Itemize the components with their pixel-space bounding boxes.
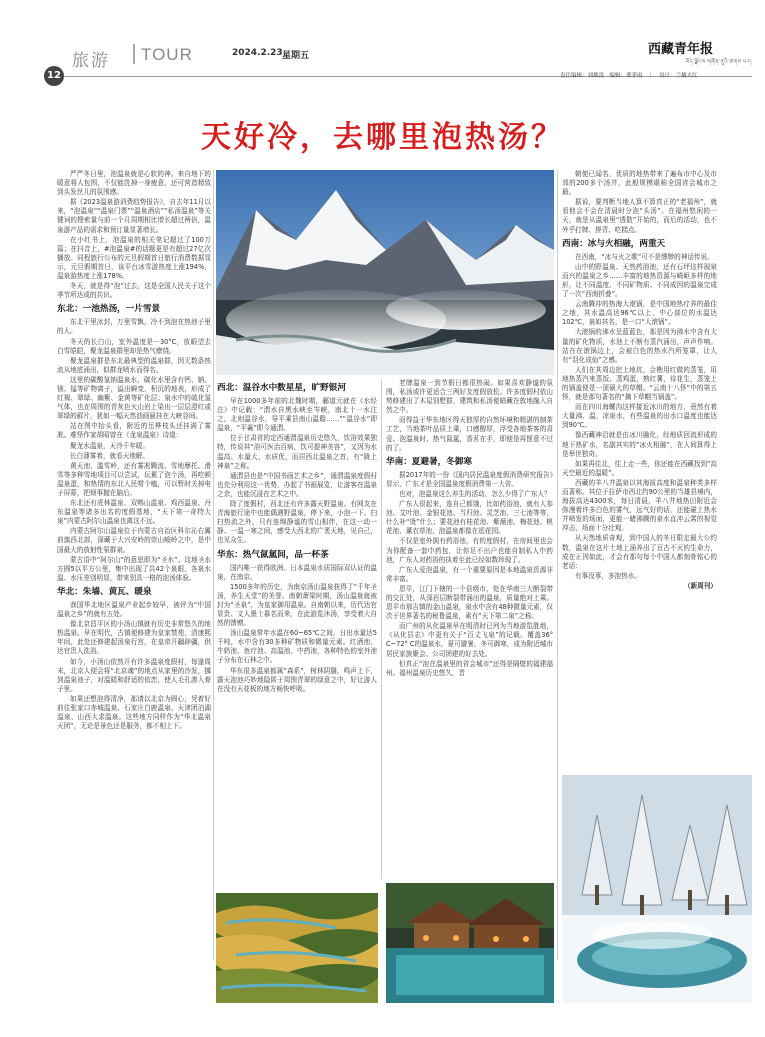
column-3 bbox=[386, 379, 553, 679]
paragraph: 有事没事，多泡热水。 bbox=[575, 571, 641, 580]
paragraph: 东北干里冰封，万里雪飘，冷不到泡在热池子里的人。 bbox=[57, 318, 211, 336]
paragraph: 不仅是室外拥有药浴池，有的度假村，在房间里也会为你配备一套中药包，让你足不出户也能自制私人中药池，广东人对药浴的执着至此已经如数珍现了。 bbox=[386, 537, 553, 564]
poem-line: 长白薄雾着，就看天地解。 bbox=[70, 451, 150, 460]
subheading-northeast: 东北：一池热汤，一片雪景 bbox=[57, 304, 161, 315]
paragraph: 如今，小汤山依然开有许多温泉度假村，每逢周末，北京人便会将“北京魂”的地点从家里的沙发，挪到温泉池子，对温暖和舒适的依恋，使人毛孔渗入骨子里。 bbox=[57, 657, 211, 693]
column-divider bbox=[381, 379, 382, 879]
paragraph: 广东人很起来，连自己都饿，比如药浴池，就有人参池、艾叶池、金银花池、当归池、灵芝池、三七池等等，什么补“烫”什么；要花池有桂花池、紫薇池、梅花池、桃花池、薰衣草池，泡温泉都像在逛花园。 bbox=[386, 500, 553, 536]
header-separator bbox=[133, 44, 135, 64]
paragraph: 从天然地质奇观，到中国人的冬日限定最大公约数，温泉在这片土地上涌养出了亘古不灭的生命力，成在正因如此，才会有那句每个中国人都刻骨铭心的老话： bbox=[562, 534, 717, 570]
paragraph: 国内唯一获得欧洲、日本温泉水质国际双认证的温泉，在南京。 bbox=[217, 563, 377, 581]
paragraph: 东北还有虎林温泉、双鸭山温泉、鸡西温泉、丹东温泉等诸多出名的度假基地，“天下第一奇特大泉”内蒙古阿尔山温泉也离这不远。 bbox=[57, 499, 211, 526]
paragraph: 冬天的长白山，室外温度是－30°C，放眼望去白雪皑皑，聚龙温泉群里却是热气缭绕。 bbox=[57, 337, 211, 355]
snow-mountain-hot-spring-photo bbox=[216, 170, 554, 375]
source-signature: （新周刊） bbox=[684, 581, 717, 590]
paragraph: 内蒙古阿尔山温泉位于内蒙古自治区科尔沁右翼前旗西北部，深藏于大兴安岭的崇山峻岭之中，是中国最大的放射性氡群泉。 bbox=[57, 527, 211, 554]
paragraph: 西藏的羊八井温泉以其海拔高度和温泉种类多样而著称。其位于拉萨市西北约90公里的当雄县境内，海拔高达4300米，每日清晨，羊八井地热田附近会弥漫着许多白色的雾气，远气好的话，还能碰上热水井喷发的场面，更能一睹沸腾的泉水直冲云霄的视觉冲击，场面十分壮观。 bbox=[562, 478, 717, 533]
column-4 bbox=[562, 170, 717, 592]
paragraph: 据说，要判断当地人算不算真正的“老福州”，就看他会不会在清晨时分泡“头汤”。在福州悠闲的一天，就是从温泉里“透散”开始的，而后的活动，也不外乎打牌、搓背、吃糕点。 bbox=[562, 198, 717, 234]
paragraph: 而在四川海螺沟这样接近冰川的地方，竟然有着大量沸、温、凉泉水，有些温泉的出水口温度也能达到90℃。 bbox=[562, 403, 717, 430]
newspaper-logo: 西藏青年报 bbox=[648, 42, 714, 57]
newspaper-logo-tibetan: བོད་ལྗོངས་གཞོན་ནུའི་ཚགས་པར། bbox=[685, 59, 752, 65]
terraced-springs-photo bbox=[216, 893, 378, 1003]
paragraph: 人们在其周边挖上地坑，会勘用红做的蒸笼，用地热蒸汽来蒸饭、蒸鸡蛋，熟红薯，待花生，蒸笼上的锅盖便是一顶硕大的草帽。“云南十八怪”中的第五怪，就是那句著名的“摘下草帽当锅盖”。 bbox=[562, 365, 717, 402]
section-name: 旅游 bbox=[72, 51, 110, 71]
paragraph: 而得益于华东地区得天独厚的自然环境和精湛的制茶工艺，当地茶叶品质上乘，口感醇厚，浮受各地茶客的喜爱。泡温泉时，热气氤氲，香茗在手，即便是再惬意不过的了。 bbox=[386, 416, 553, 452]
paragraph: 像西藏神沿就是由冰川融化，经地质回流形成的地下热矿水，名副其实的“冰火相融”，在人间算得上是举世独奇。 bbox=[562, 431, 717, 458]
paragraph: 在西南，“冰与火之歌”可不是缥缈的神话传说。 bbox=[575, 252, 714, 261]
column-1 bbox=[57, 170, 211, 732]
paragraph: 但真正“泡在温泉里的省会城市”还得是隔壁的福建福州。福州温泉历史悠久，晋 bbox=[386, 659, 553, 677]
headline: 天好冷，去哪里泡热汤？ bbox=[201, 120, 564, 155]
paragraph: 恩平，江门下辖的一个县级市，处在华南三大断裂带的交汇处，从深岩层断裂带涌出的温泉，质量绝对上乘。恩平市那吉镇的金山温泉，泉水中含有48种微量元素，仅次于世界著名的秘鲁温泉，素有“天下第二泉”之称。 bbox=[386, 584, 553, 621]
page-number: 12 bbox=[44, 66, 64, 86]
paragraph: 老牌温泉一到节假日都很热闹。如果喜欢静谧的氛围，私汤或许更适合三两好友度假放松。许多度假村依山势修建出了木屋别墅群，建筑和私汤便暗藏在敦地融入自然之中。 bbox=[386, 379, 553, 415]
subheading-north: 华北：朱墙、黄瓦、暖泉 bbox=[57, 586, 152, 597]
snowy-forest-spring-photo bbox=[562, 775, 752, 1003]
column-2 bbox=[217, 379, 377, 695]
paragraph: 山中的野温泉、天然药浴池，还有石坪这样现泉而兴的温泉之乡……丰富的地热资源与崎岖多样的地形，让不同温度、不同矿物质、不同成因的温泉完成了一次“西南折叠”。 bbox=[562, 262, 717, 299]
subheading-northwest: 西北：温谷水中数星星，旷野银河 bbox=[217, 383, 346, 393]
paragraph: 除了度假村，西北还有许多露天野温泉。有网友在青海旅行途中也能偶遇野温泉，停下来，小泡一下。扫扫热流之外，只有连绵静谧的雪山相伴，在这一动一静、一温一寒之间，感受大西北的广袤天地，见自己，也见众生。 bbox=[217, 500, 377, 545]
paragraph: 我国华北地区温泉产业起步较早，被评为“中国温泉之乡”的就有五处。 bbox=[57, 600, 211, 619]
paragraph: 也对，泡温泉这么养生的活动，怎么少得了广东人？ bbox=[399, 489, 551, 498]
paragraph: 朝便已闻名，优质的地热带来了遍布市中心及市郊的200多个汤井，此般规模堪称全国省会城市之最。 bbox=[562, 170, 717, 197]
subheading-south: 华南：夏避暑，冬御寒 bbox=[386, 456, 472, 467]
issue-date: 2024.2.23 bbox=[232, 48, 283, 58]
paragraph: 这里的碳酸氢钠温泉水，碳化水里含有钙、钠、镁、锰等矿物离子，溢出瞬变，积沉的地表，形成了红褐、翠绿、幽紫、金黄等矿化层；泉水中的硫化氢气体，也在周围的青灰色火山岩上染出一层层澄红或翠绿的藓片，犹如一幅天然油画悬挂在大峡谷间。 bbox=[57, 375, 211, 421]
poem-line: 聚龙水温泉，天冷千年暖。 bbox=[70, 441, 150, 450]
paragraph: 蒙古语中“阿尔山”的意思即为“圣水”。这地圣水方圆5以平方公里，集中出现了共42个泉眼，各泉水温、水压差别明显，带来别具一格的泡汤体验。 bbox=[57, 555, 211, 582]
paragraph: 大滚锅的沸水呈蓝蓝色，那是因为沸水中含有大量的矿化物质，水池上不断有蒸汽涌出，声声作响。站在在滚锅边上，会被白色的热水汽所笼罩，让人有“羽化成仙”之感。 bbox=[562, 328, 717, 364]
paragraph: 据2017年的一份《国内居民温泉度假消费研究报告》显示，广东才是全国温泉度假消费第一大省。 bbox=[386, 470, 553, 488]
paragraph: 如果还想泡得清净，那请以北京为圆心，凭着好前往张家口赤城温泉、石家庄白鹿温泉、天津团泊湖温泉、山西大求温泉。这些地方同样作为“华北温泉天团”，无论是景色还是服务，都不相上下。 bbox=[57, 694, 211, 731]
section-name-en: TOUR bbox=[141, 45, 193, 64]
resort-pool-photo bbox=[386, 883, 554, 1003]
paragraph: 而广州的从化温泉早在明清时已列为当地游览胜地，《从化县志》中更有关于“百丈飞泉”的记载。覆盖36° C~72° C的温泉水，夏可避暑，冬可御寒，成为附近城市居民家族聚会、公司团建的好去处。 bbox=[386, 622, 553, 658]
paragraph: 冬天，就是得“泡”过去，这是全国人民关于这个季节所达成的共识。 bbox=[57, 282, 211, 300]
paragraph: 1500多年的历史，为南京汤山温泉获得了“千年圣汤，养生天堂”的美誉。南朝萧梁时期，汤山温泉就被封为“圣泉”，为皇家御用温泉。自南朝以来，历代达官显贵、文人墨士慕名而来，在此游览沐汤，享受着大自然的馈赠。 bbox=[217, 582, 377, 628]
subheading-southwest: 西南：冰与火相融，两重天 bbox=[562, 238, 666, 249]
paragraph: 华东很多温泉都属“森系”，树林阴翳，鸣声上下，露天泡池巧妙地隐匿于周围青翠的绿意之中，好让游人在没有天花板的地方畅快呼吸。 bbox=[217, 666, 377, 693]
editor-credits: 责任编辑：刘雄涛 编辑：邢茅雨 ｜ 设计：兰楠夫红 bbox=[560, 73, 698, 79]
paragraph: 早在1000多年前的北魏时期，郦道元就在《水经注》中记载：“渭水自黑水峡至岑峡，南北十一水注之，北则温谷水，导平乘县南山温谿……”“温谷水”即温泉，“平襄”即今通渭。 bbox=[217, 397, 377, 433]
paragraph: 严严冬日里，泡温泉就是心软的神。来自地下的暖意将人包围，不仅能洗掉一身疲意，还可营造精致到头发丝儿的氛围感。 bbox=[57, 170, 211, 197]
paragraph: 位于甘肃省的定西通渭温泉历史悠久，饮浴效果独特，传说其“浴可医治百病，饮可提神美容”，又因为水温高、水量大、水质优，而居西北温泉之首，有“陇上神泉”之称。 bbox=[217, 434, 377, 470]
paragraph: 汤山温泉常年水温在60~65℃之间，日出水量达5千吨，水中含有30多种矿物质和微量元素。红酒池、牛奶池、鱼疗池、高温池、中药池，各种特色的室外池子分布在石林之中。 bbox=[217, 629, 377, 665]
column-divider bbox=[213, 170, 214, 960]
paragraph: 站在图中抬头看，附近的岳桦枝头还挂满了雾凇。难怪作家胡昭曾在《龙泉温泉》诗道： bbox=[57, 422, 211, 440]
paragraph: 如果再往北，往上走一些，你还能在西藏找到“高天空最近的温暖”。 bbox=[562, 459, 717, 477]
paragraph: 黄天池、滥雪岭，还有雾凇腾流、雪地摩托、滑雪等多种雪地项目可以尝试，玩累了泡个汤，再吃顿温泉蛋，和热情的东北人民唠个嗑，可以暂时关掉电子屏幕，把烦事抛在脑后。 bbox=[57, 461, 211, 497]
paragraph: 在小红书上，泡温泉的相关笔记超过了100万篇；在抖音上，#泡温泉#的话题更是有超过27亿次播放。同程旅行公布的元旦假期首日旅行消费数据显示，元旦假期首日，该平台冰雪游热度上涨194%，温泉游热度上涨178%。 bbox=[57, 235, 211, 281]
paragraph: 像北京昌平区的小汤山镇就有历史非常悠久的地热温泉。早在明代，古镇便修建为皇家禁苑，清康熙年间，此处还修建起汤泉行宫，在皇帝开疆辟疆，供达官贵人洗浴。 bbox=[57, 620, 211, 656]
paragraph: 据《2023温泉游消费趋势报告》，自去年11月以来，“泡温泉”“温泉门票”“温泉酒店”“私汤温泉”等关键词的搜索量与前一个月周期相比增长超过两倍，温泉游产品的需求和预订量显著增长。 bbox=[57, 198, 211, 234]
paragraph: 云南腾冲的热海大滚锅，是中国地热疗养的最佳之地，其水温高达96℃以上，中心部位的水温达102℃，泉如其名，是一口“大滚锅”。 bbox=[562, 300, 717, 327]
paragraph: 聚龙温泉群是东北最典型的温泉群，因无数条热流从地底涌出，似群龙喷水而得名。 bbox=[57, 356, 211, 374]
subheading-east: 华东：热气氤氲间，品一杯茶 bbox=[217, 549, 329, 560]
paragraph: 广东人爱泡温泉，有一个重要原因是本地温泉资源非常丰富。 bbox=[386, 565, 553, 583]
issue-weekday: 星期五 bbox=[282, 51, 310, 61]
paragraph: 通渭县也是“中国书画艺术之乡”，通渭温泉度假村也充分利用这一优势，办起了书画展览，让游客在温泉之余，也能沉浸在艺术之中。 bbox=[217, 471, 377, 498]
column-divider bbox=[557, 170, 558, 960]
